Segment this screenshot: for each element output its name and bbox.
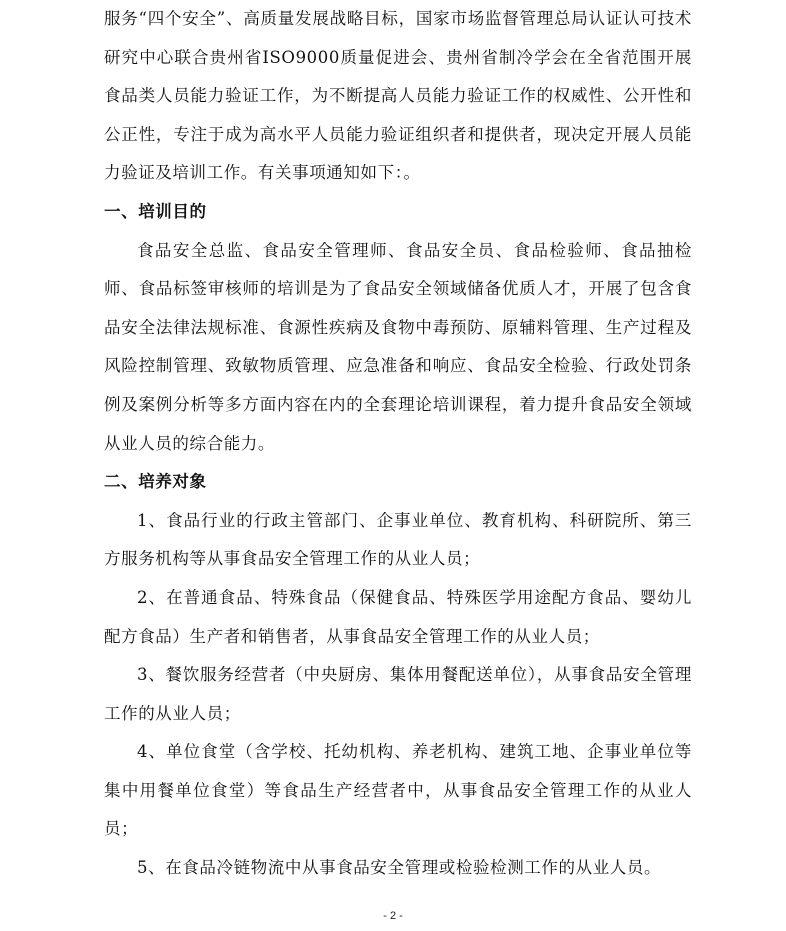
list-item: 4、单位食堂（含学校、托幼机构、养老机构、建筑工地、企事业单位等集中用餐单位食堂）等食品生产经营者中，从事食品安全管理工作的从业人员； <box>104 742 692 839</box>
page-number: - 2 - <box>383 910 403 922</box>
list-item: 1、食品行业的行政主管部门、企事业单位、教育机构、科研院所、第三方服务机构等从事食品安全管理工作的从业人员； <box>104 510 692 569</box>
section-heading-training-purpose: 一、培训目的 <box>104 201 207 221</box>
section-heading-target-audience: 二、培养对象 <box>104 472 207 492</box>
intro-paragraph: 服务“四个安全”、高质量发展战略目标，国家市场监督管理总局认证认可技术研究中心联合贵州省ISO9000质量促进会、贵州省制冷学会在全省范围开展食品类人员能力验证工作，为不断提高人员能力验证工作的权威性、公开性和公正性，专注于成为高水平人员能力验证组织者和提供者，现决定开展人员能力验证及培训工作。有关事项通知如下：。 <box>104 9 692 183</box>
document-body <box>104 0 692 888</box>
list-item: 2、在普通食品、特殊食品（保健食品、特殊医学用途配方食品、婴幼儿配方食品）生产者和销售者，从事食品安全管理工作的从业人员； <box>104 587 692 646</box>
training-purpose-paragraph: 食品安全总监、食品安全管理师、食品安全员、食品检验师、食品抽检师、食品标签审核师的培训是为了食品安全领域储备优质人才，开展了包含食品安全法律法规标准、食源性疾病及食物中毒预防、原辅料管理、生产过程及风险控制管理、致敏物质管理、应急准备和响应、食品安全检验、行政处罚条例及案例分析等多方面内容在内的全套理论培训课程，着力提升食品安全领域从业人员的综合能力。 <box>104 240 692 453</box>
list-item: 3、餐饮服务经营者（中央厨房、集体用餐配送单位），从事食品安全管理工作的从业人员； <box>104 665 692 723</box>
list-item: 5、在食品冷链物流中从事食品安全管理或检验检测工作的从业人员。 <box>137 858 662 878</box>
